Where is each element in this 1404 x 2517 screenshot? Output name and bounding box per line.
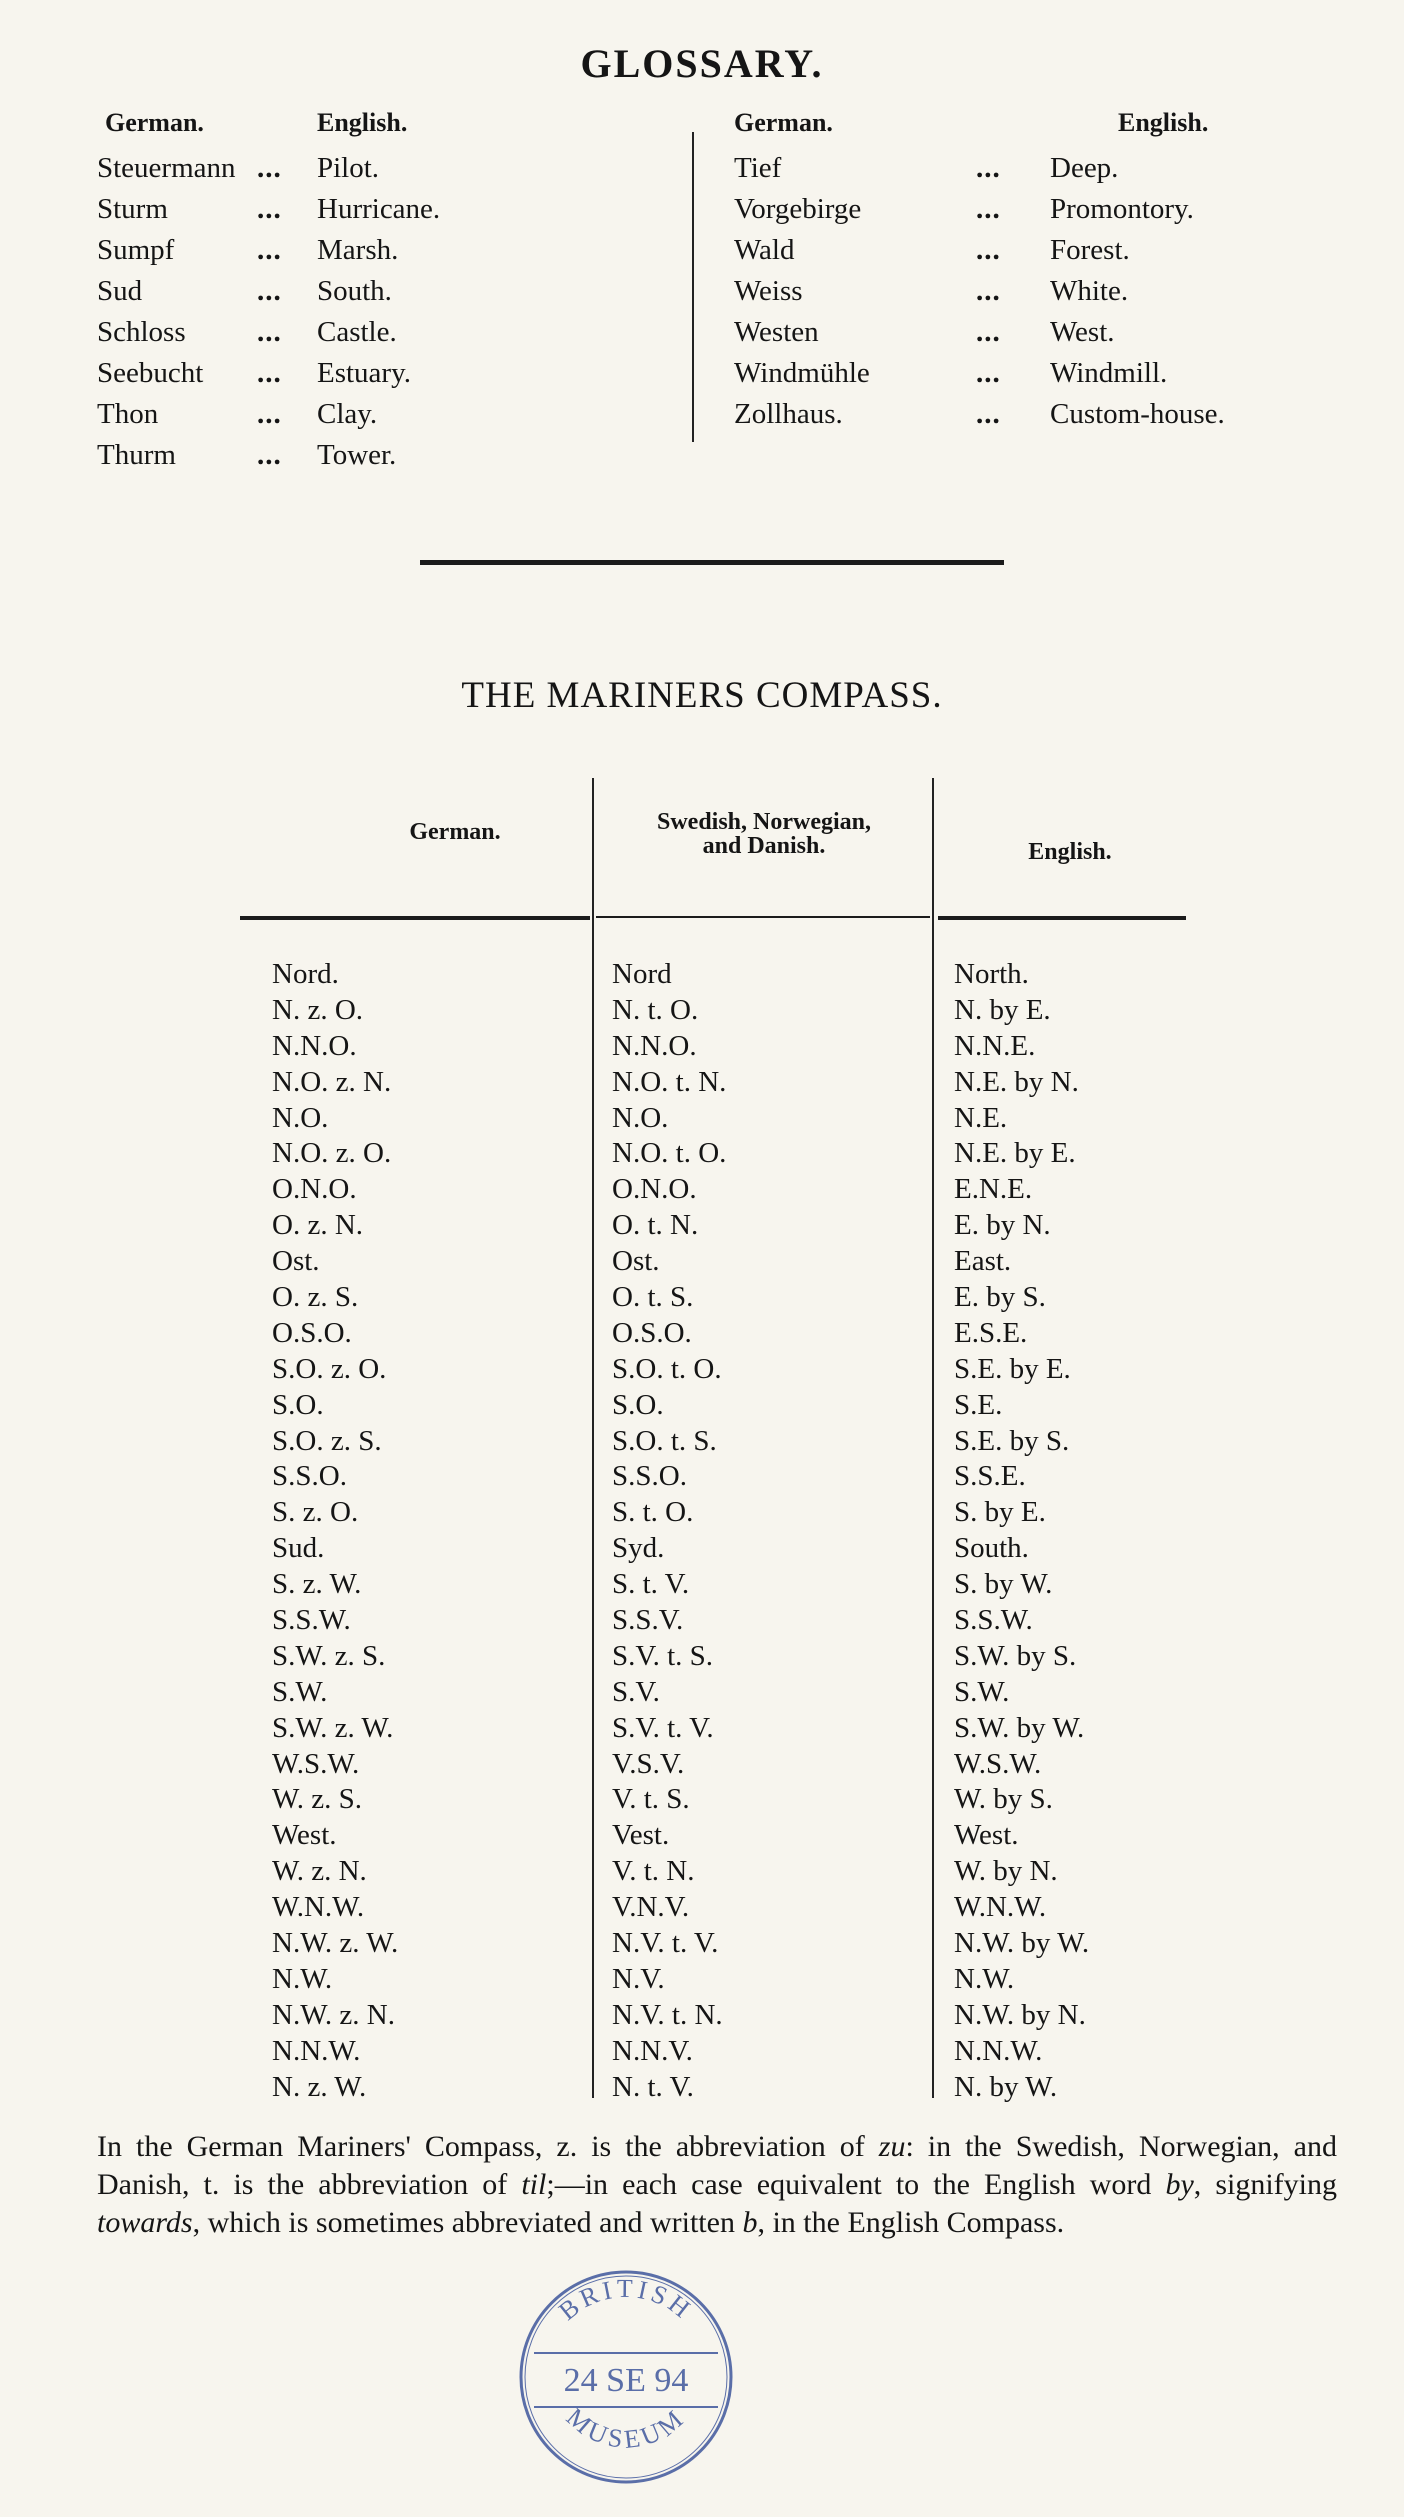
glossary-leader-dots: ... xyxy=(976,152,1001,184)
page-title: GLOSSARY. xyxy=(580,41,824,86)
compass-english-point: S.E. xyxy=(954,1388,1003,1421)
compass-table-row xyxy=(0,1209,1404,1245)
glossary-english-term: Promontory. xyxy=(1050,193,1194,225)
compass-swedish-point: S. t. V. xyxy=(612,1568,690,1601)
glossary-english-term: Clay. xyxy=(317,398,378,430)
compass-german-point: S.O. xyxy=(272,1388,324,1421)
compass-table-row xyxy=(0,2071,1404,2107)
compass-swedish-point: S. t. O. xyxy=(612,1496,694,1529)
compass-table-row xyxy=(0,1748,1404,1784)
compass-swedish-point: N.V. t. V. xyxy=(612,1927,719,1960)
compass-german-point: N.O. z. N. xyxy=(272,1065,392,1098)
compass-header-german: German. xyxy=(409,819,501,845)
compass-table-row xyxy=(0,1999,1404,2035)
compass-swedish-point: O. t. N. xyxy=(612,1209,699,1242)
compass-swedish-point: V.S.V. xyxy=(612,1747,685,1780)
compass-german-point: Sud. xyxy=(272,1532,325,1565)
compass-german-point: O.N.O. xyxy=(272,1173,357,1206)
compass-english-point: N.E. xyxy=(954,1101,1008,1134)
compass-footnote xyxy=(97,2128,1337,2242)
compass-swedish-point: N.O. xyxy=(612,1101,669,1134)
compass-header-english: English. xyxy=(1028,839,1112,865)
compass-swedish-point: S.V. xyxy=(612,1675,660,1708)
compass-swedish-point: S.S.V. xyxy=(612,1604,684,1637)
compass-swedish-point: Syd. xyxy=(612,1532,665,1565)
compass-english-point: West. xyxy=(954,1819,1019,1852)
glossary-english-term: Castle. xyxy=(317,316,397,348)
compass-table-row xyxy=(0,1532,1404,1568)
compass-german-point: W.S.W. xyxy=(272,1747,360,1780)
compass-swedish-point: V. t. S. xyxy=(612,1783,690,1816)
glossary-english-term: Tower. xyxy=(317,439,397,471)
glossary-leader-dots: ... xyxy=(976,398,1001,430)
compass-english-point: S.E. by S. xyxy=(954,1424,1070,1457)
compass-table-row xyxy=(0,1783,1404,1819)
glossary-leader-dots: ... xyxy=(257,357,282,389)
compass-section-title: THE MARINERS COMPASS. xyxy=(461,675,943,716)
compass-table-row xyxy=(0,1389,1404,1425)
glossary-german-term: Wald xyxy=(734,234,795,266)
glossary-leader-dots: ... xyxy=(976,234,1001,266)
compass-english-point: N.E. by E. xyxy=(954,1137,1076,1170)
compass-german-point: O. z. S. xyxy=(272,1281,359,1314)
compass-swedish-point: O.N.O. xyxy=(612,1173,697,1206)
glossary-german-term: Schloss xyxy=(97,316,186,348)
glossary-column-divider xyxy=(692,132,694,442)
compass-swedish-point: S.O. xyxy=(612,1388,664,1421)
compass-table-row xyxy=(0,1066,1404,1102)
compass-table-row xyxy=(0,1281,1404,1317)
note-italic-towards: towards xyxy=(97,2206,193,2239)
compass-german-point: W.N.W. xyxy=(272,1891,365,1924)
glossary-english-term: South. xyxy=(317,275,392,307)
compass-german-point: N. z. O. xyxy=(272,993,364,1026)
compass-german-point: N.W. z. N. xyxy=(272,1998,395,2031)
compass-table-row xyxy=(0,1425,1404,1461)
compass-german-point: O.S.O. xyxy=(272,1316,352,1349)
compass-swedish-point: Nord xyxy=(612,958,672,990)
compass-german-point: Ost. xyxy=(272,1245,320,1278)
compass-english-point: N.N.E. xyxy=(954,1029,1036,1062)
compass-german-point: S. z. O. xyxy=(272,1496,359,1529)
compass-german-point: S.W. z. W. xyxy=(272,1711,394,1744)
compass-swedish-point: N.N.V. xyxy=(612,2034,693,2067)
compass-english-point: South. xyxy=(954,1532,1029,1565)
compass-english-point: N. by E. xyxy=(954,993,1051,1026)
glossary-english-term: Windmill. xyxy=(1050,357,1168,389)
compass-header-swedish-line1: Swedish, Norwegian, xyxy=(656,809,872,835)
compass-table-row xyxy=(0,994,1404,1030)
compass-table-row xyxy=(0,1317,1404,1353)
glossary-leader-dots: ... xyxy=(976,193,1001,225)
note-italic-til: til xyxy=(521,2168,547,2201)
compass-english-point: W.S.W. xyxy=(954,1747,1042,1780)
compass-swedish-point: O.S.O. xyxy=(612,1316,692,1349)
glossary-english-term: Deep. xyxy=(1050,152,1119,184)
glossary-german-term: Thurm xyxy=(97,439,176,471)
compass-swedish-point: S.V. t. S. xyxy=(612,1639,714,1672)
compass-header-rule xyxy=(938,916,1186,920)
glossary-header-english: English. xyxy=(1118,108,1209,137)
compass-header-swedish-line2: and Danish. xyxy=(702,833,826,859)
compass-header-swedish xyxy=(594,810,934,858)
compass-swedish-point: N.V. xyxy=(612,1962,665,1995)
compass-swedish-point: N. t. V. xyxy=(612,2070,694,2103)
glossary-english-term: West. xyxy=(1050,316,1115,348)
compass-swedish-point: V.N.V. xyxy=(612,1891,690,1924)
compass-table-row xyxy=(0,1137,1404,1173)
compass-table-row xyxy=(0,1604,1404,1640)
compass-swedish-point: S.S.O. xyxy=(612,1460,687,1493)
compass-german-point: N.O. xyxy=(272,1101,329,1134)
note-text: , signifying xyxy=(1193,2168,1338,2201)
compass-swedish-point: Vest. xyxy=(612,1819,670,1852)
compass-table-row xyxy=(0,958,1404,994)
compass-english-point: S. by W. xyxy=(954,1568,1053,1601)
compass-german-point: N. z. W. xyxy=(272,2070,367,2103)
compass-english-point: E.N.E. xyxy=(954,1173,1033,1206)
stamp-arc-top: BRITISH xyxy=(553,2273,699,2326)
glossary-german-term: Windmühle xyxy=(734,357,870,389)
note-text: : in the Swedish, Norwegian, and Danish, t. is the abbreviation of xyxy=(97,2130,1337,2201)
compass-table-row xyxy=(0,1353,1404,1389)
compass-header-rule xyxy=(240,916,590,920)
compass-english-point: S. by E. xyxy=(954,1496,1046,1529)
compass-german-point: N.N.O. xyxy=(272,1029,357,1062)
compass-swedish-point: S.O. t. O. xyxy=(612,1352,722,1385)
glossary-english-term: Estuary. xyxy=(317,357,411,389)
compass-german-point: W. z. N. xyxy=(272,1855,367,1888)
glossary-leader-dots: ... xyxy=(257,234,282,266)
compass-table-row xyxy=(0,1891,1404,1927)
compass-english-point: S.S.E. xyxy=(954,1460,1026,1493)
glossary-header-german: German. xyxy=(734,108,833,137)
note-text: , in the English Compass. xyxy=(757,2206,1065,2239)
note-italic-zu: zu xyxy=(878,2130,906,2163)
compass-english-point: S.W. by W. xyxy=(954,1711,1085,1744)
compass-table-row xyxy=(0,1676,1404,1712)
glossary-english-term: White. xyxy=(1050,275,1129,307)
glossary-german-term: Westen xyxy=(734,316,819,348)
glossary-leader-dots: ... xyxy=(257,193,282,225)
compass-english-point: S.S.W. xyxy=(954,1604,1033,1637)
compass-table-row xyxy=(0,1030,1404,1066)
note-italic-by: by xyxy=(1165,2168,1194,2201)
compass-header-rule xyxy=(596,916,930,918)
compass-table-row xyxy=(0,1855,1404,1891)
compass-swedish-point: N.N.O. xyxy=(612,1029,697,1062)
note-text: ;—in each case equivalent to the English word xyxy=(546,2168,1166,2201)
note-text: , which is sometimes abbreviated and written xyxy=(192,2206,743,2239)
compass-table-row xyxy=(0,1245,1404,1281)
glossary-leader-dots: ... xyxy=(257,275,282,307)
compass-swedish-point: N.V. t. N. xyxy=(612,1998,723,2031)
compass-german-point: N.O. z. O. xyxy=(272,1137,392,1170)
compass-english-point: W.N.W. xyxy=(954,1891,1047,1924)
glossary-german-term: Seebucht xyxy=(97,357,204,389)
compass-german-point: S.O. z. O. xyxy=(272,1352,387,1385)
compass-swedish-point: Ost. xyxy=(612,1245,660,1278)
compass-swedish-point: O. t. S. xyxy=(612,1281,694,1314)
glossary-leader-dots: ... xyxy=(976,275,1001,307)
glossary-german-term: Vorgebirge xyxy=(734,193,862,225)
glossary-leader-dots: ... xyxy=(976,316,1001,348)
note-text: In the German Mariners' Compass, z. is the abbreviation of xyxy=(97,2130,879,2163)
compass-table-row xyxy=(0,1640,1404,1676)
glossary-german-term: Tief xyxy=(734,152,782,184)
compass-german-point: N.N.W. xyxy=(272,2034,361,2067)
compass-swedish-point: N.O. t. O. xyxy=(612,1137,727,1170)
compass-english-point: N.N.W. xyxy=(954,2034,1043,2067)
compass-english-point: N.W. by N. xyxy=(954,1998,1086,2031)
glossary-english-term: Custom-house. xyxy=(1050,398,1225,430)
note-italic-b: b xyxy=(742,2206,758,2239)
glossary-header-english: English. xyxy=(317,108,408,137)
compass-german-point: S.S.W. xyxy=(272,1604,351,1637)
compass-table-row xyxy=(0,1460,1404,1496)
stamp-date: 24 SE 94 xyxy=(563,2362,689,2399)
compass-german-point: West. xyxy=(272,1819,337,1852)
compass-english-point: E. by N. xyxy=(954,1209,1051,1242)
glossary-header-german: German. xyxy=(105,108,204,137)
compass-german-point: W. z. S. xyxy=(272,1783,362,1816)
compass-english-point: W. by N. xyxy=(954,1855,1058,1888)
glossary-english-term: Hurricane. xyxy=(317,193,441,225)
compass-german-point: O. z. N. xyxy=(272,1209,364,1242)
glossary-leader-dots: ... xyxy=(976,357,1001,389)
glossary-leader-dots: ... xyxy=(257,398,282,430)
compass-table-row xyxy=(0,2035,1404,2071)
compass-german-point: N.W. z. W. xyxy=(272,1927,399,1960)
compass-english-point: S.W. xyxy=(954,1675,1010,1708)
glossary-leader-dots: ... xyxy=(257,316,282,348)
compass-table-row xyxy=(0,1102,1404,1138)
glossary-english-term: Marsh. xyxy=(317,234,399,266)
compass-table-body xyxy=(0,958,1404,2107)
compass-german-point: S.O. z. S. xyxy=(272,1424,382,1457)
compass-german-point: N.W. xyxy=(272,1962,333,1995)
compass-english-point: N.E. by N. xyxy=(954,1065,1079,1098)
compass-german-point: S. z. W. xyxy=(272,1568,362,1601)
section-separator-rule xyxy=(420,560,1004,565)
compass-english-point: East. xyxy=(954,1245,1012,1278)
compass-english-point: North. xyxy=(954,958,1029,990)
glossary-english-term: Pilot. xyxy=(317,152,380,184)
glossary-german-term: Sumpf xyxy=(97,234,175,266)
glossary-german-term: Sud xyxy=(97,275,143,307)
compass-table-row xyxy=(0,1173,1404,1209)
glossary-german-term: Thon xyxy=(97,398,159,430)
stamp-arc-bottom: MUSEUM xyxy=(560,2402,692,2455)
compass-table-row xyxy=(0,1712,1404,1748)
glossary-german-term: Zollhaus. xyxy=(734,398,843,430)
glossary-german-term: Sturm xyxy=(97,193,168,225)
compass-english-point: S.E. by E. xyxy=(954,1352,1071,1385)
glossary-leader-dots: ... xyxy=(257,152,282,184)
british-museum-stamp xyxy=(506,2257,746,2497)
compass-english-point: N. by W. xyxy=(954,2070,1058,2103)
glossary-german-term: Steuermann xyxy=(97,152,236,184)
compass-table-row xyxy=(0,1963,1404,1999)
compass-english-point: N.W. by W. xyxy=(954,1927,1090,1960)
compass-german-point: Nord. xyxy=(272,958,339,990)
compass-table-row xyxy=(0,1927,1404,1963)
compass-english-point: E. by S. xyxy=(954,1281,1046,1314)
compass-table-row xyxy=(0,1819,1404,1855)
compass-german-point: S.W. z. S. xyxy=(272,1639,386,1672)
compass-english-point: S.W. by S. xyxy=(954,1639,1077,1672)
compass-table-row xyxy=(0,1568,1404,1604)
compass-german-point: S.S.O. xyxy=(272,1460,347,1493)
compass-swedish-point: N. t. O. xyxy=(612,993,699,1026)
compass-german-point: S.W. xyxy=(272,1675,328,1708)
compass-english-point: N.W. xyxy=(954,1962,1015,1995)
compass-english-point: E.S.E. xyxy=(954,1316,1028,1349)
glossary-leader-dots: ... xyxy=(257,439,282,471)
compass-swedish-point: N.O. t. N. xyxy=(612,1065,727,1098)
glossary-german-term: Weiss xyxy=(734,275,803,307)
compass-swedish-point: S.V. t. V. xyxy=(612,1711,714,1744)
compass-english-point: W. by S. xyxy=(954,1783,1053,1816)
compass-swedish-point: V. t. N. xyxy=(612,1855,695,1888)
glossary-english-term: Forest. xyxy=(1050,234,1130,266)
compass-swedish-point: S.O. t. S. xyxy=(612,1424,717,1457)
compass-table-row xyxy=(0,1496,1404,1532)
